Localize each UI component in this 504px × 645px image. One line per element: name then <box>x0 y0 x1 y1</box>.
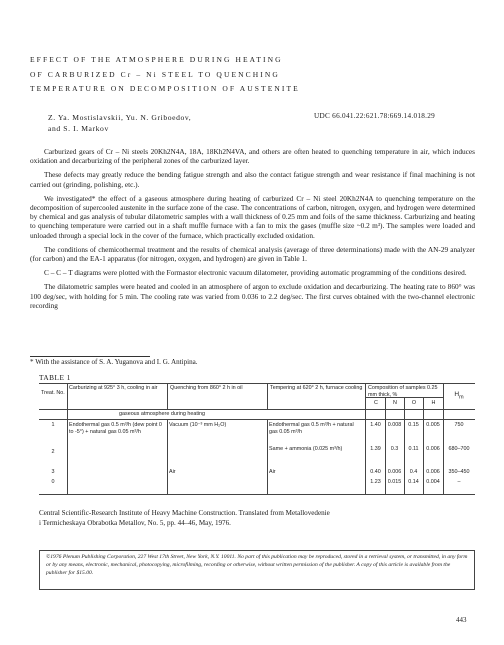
article-title <box>30 53 480 97</box>
row-hardness: – <box>457 479 461 485</box>
table-col-rule <box>167 383 168 409</box>
source-note <box>39 508 479 528</box>
table-rule <box>39 409 475 410</box>
row-hardness: 750 <box>454 422 464 428</box>
source-line: Central Scientific-Research Institute of Heavy Machine Construction. Translated from Metallovedenie <box>39 509 330 517</box>
title-line: TEMPERATURE ON DECOMPOSITION OF AUSTENITE <box>30 84 300 93</box>
table-col-rule <box>167 419 168 494</box>
copyright-box: ©1976 Plenum Publishing Corporation, 227 West 17th Street, New York, N.Y. 10011. No part of this publication may be reproduced, stored in a retrieval system, or transmitted, in any form or by any means, electronic, mechanical, photocopying, microfilming, recording or otherwise, without written permission of the publisher. A copy of this article is available from the publisher for $15.00. <box>39 550 475 590</box>
row-quenching: Endothermal gas 0.5 m³/h + natural gas 0.05 m³/h <box>269 422 354 435</box>
row-h: 0.006 <box>426 446 440 452</box>
row-no: 0 <box>51 479 55 485</box>
head-carburizing: Quenching from 860° 2 h in oil <box>170 385 243 391</box>
source-line: i Termicheskaya Obrabotka Metallov, No. 5, pp. 44–46, May, 1976. <box>39 519 231 527</box>
table-col-rule <box>443 383 444 494</box>
head-composition: Composition of samples 0.25 mm thick, % <box>368 385 438 398</box>
head-element-c: C <box>374 400 378 406</box>
head-treat: Treat. No. <box>41 390 65 396</box>
row-o: 0.4 <box>409 469 418 475</box>
row-o: 0.11 <box>408 446 419 452</box>
row-h: 0.006 <box>426 469 440 475</box>
row-no: 2 <box>51 449 55 455</box>
head-hardness: $H_m$ <box>454 391 464 401</box>
row-c: 1.39 <box>370 446 381 452</box>
paragraph: We investigated* the effect of a gaseous atmosphere during heating of carburized Cr – Ni steel 20Kh2N4A to quenching temperature on the decomposition of supercooled austenite in the surface zone of the case. The concentrations of carbon, nitrogen, oxygen, and hydrogen were determined by chemical and gas analysis of tubular dilatometric samples with a wall thickness of 0.25 mm and foils of the same thickness. Carburizing and heating to quenching temperature were carried out in a shaft muffle furnace with a fan to mix the gases (muffle size ~0.2 m³). The samples were loaded and unloaded through a special lock in the cover of the furnace, which practically excluded oxidation. <box>30 193 475 240</box>
row-n: 0.008 <box>387 422 402 428</box>
paragraph: Carburized gears of Cr – Ni steels 20Kh2N4A, 18A, 18Kh2N4VA, and others are often heated to quenching temperature in air, which induces oxidation and decarburizing of the peripheral zones of the carburized layer. <box>30 147 475 166</box>
body-text <box>30 147 475 315</box>
row-h: 0.004 <box>426 479 440 485</box>
row-h: 0.005 <box>426 422 440 428</box>
table-rule <box>39 494 475 495</box>
paragraph: The conditions of chemicothermal treatment and the results of chemical analysis (average of three determinations) made with the AN-29 analyzer (for carbon) and the EA-1 apparatus (for nitrogen, oxygen, and hydrogen) are given in Table 1. <box>30 244 475 264</box>
row-carburizing: Endothermal gas 0.5 m³/h (dew point 0 to -5°) + natural gas 0.05 m³/h <box>69 422 162 435</box>
head-element-n: N <box>393 400 397 406</box>
row-no: 1 <box>51 422 55 428</box>
footnote-text: * With the assistance of S. A. Yuganova and I. G. Antipina. <box>30 358 198 366</box>
table-label: TABLE 1 <box>39 373 71 382</box>
row-tempering: Air <box>169 469 176 475</box>
row-hardness: 680–700 <box>448 446 470 452</box>
table-col-rule <box>365 383 366 494</box>
title-line: OF CARBURIZED Cr – Ni STEEL TO QUENCHING <box>30 69 280 79</box>
paragraph: These defects may greatly reduce the bending fatigue strength and also the contact fatigue strength and wear resistance if final machining is not carried out (grinding, polishing, etc.). <box>30 170 475 189</box>
table-col-rule <box>267 383 268 409</box>
row-c: 0.40 <box>370 469 381 475</box>
table-1 <box>39 383 475 495</box>
row-c: 1.40 <box>370 422 381 428</box>
head-carburizing-col: Carburizing at 925° 3 h, cooling in air <box>69 385 158 391</box>
row-c: 1.23 <box>370 479 381 485</box>
head-element-o: O <box>411 400 417 406</box>
table-rule <box>39 383 475 384</box>
head-tempering: Tempering at 620° 2 h, furnace cooling <box>270 385 363 391</box>
row-tempering: Vacuum (10⁻³ mm H₂O) <box>169 422 227 428</box>
row-no: 3 <box>51 469 55 475</box>
row-n: 0.015 <box>387 479 402 485</box>
table-rule <box>39 419 475 420</box>
authors <box>48 112 191 134</box>
row-hardness: 350–450 <box>448 469 470 475</box>
head-element-h: H <box>431 400 436 406</box>
row-quenching: Same + ammonia (0.025 m³/h) <box>269 446 343 452</box>
authors-line: Z. Ya. Mostislavskii, Yu. N. Griboedov, <box>48 113 192 122</box>
paragraph: C – C – T diagrams were plotted with the Formastor electronic vacuum dilatometer, providing automatic programming of the conditions desired. <box>44 268 467 278</box>
page-number: 443 <box>456 616 467 624</box>
subhead-atmosphere: gaseous atmosphere during heating <box>119 411 206 417</box>
footnote <box>30 356 470 367</box>
table-col-rule <box>267 419 268 494</box>
paragraph: The dilatometric samples were heated and cooled in an atmosphere of argon to exclude oxidation and decarburizing. The heating rate to 860° was 100 deg/sec, with holding for 5 min. The cooling rate was varied from 0.036 to 2.2 deg/sec. The first curves obtained with the two-channel electronic recording <box>30 282 475 310</box>
udc-code: UDC 66.041.22:621.78:669.14.018.29 <box>314 112 436 120</box>
row-o: 0.15 <box>408 422 419 428</box>
row-o: 0.14 <box>408 479 419 485</box>
row-quenching: Air <box>269 469 276 475</box>
table-col-rule <box>67 383 68 494</box>
row-n: 0.3 <box>390 446 399 452</box>
title-line: EFFECT OF THE ATMOSPHERE DURING HEATING <box>30 55 283 64</box>
footnote-rule <box>30 356 150 357</box>
row-n: 0.006 <box>387 469 402 475</box>
authors-line: and S. I. Markov <box>48 124 109 133</box>
